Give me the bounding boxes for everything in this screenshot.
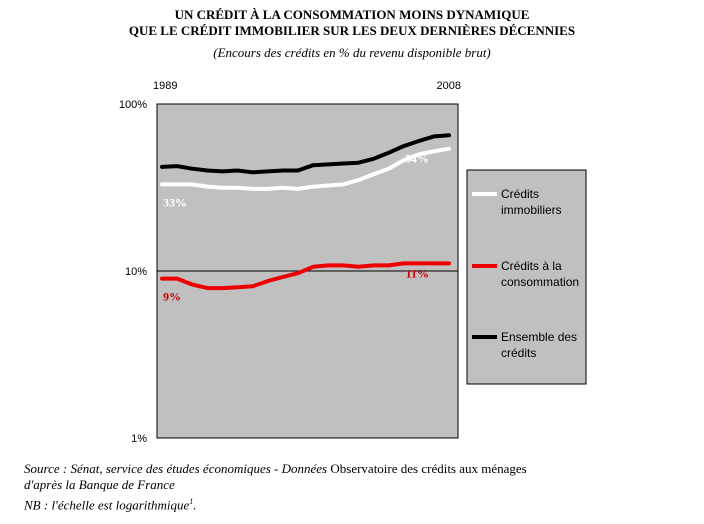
legend-label: consommation <box>501 275 580 289</box>
chart-subtitle: (Encours des crédits en % du revenu disponible brut) <box>213 45 491 60</box>
source-prefix: Source : Sénat, service des études économiques - Données <box>24 461 328 476</box>
x-tick-label: 2008 <box>436 80 461 92</box>
legend-label: Crédits à la <box>501 259 562 273</box>
footnote-marker: 1 <box>189 497 194 506</box>
log-scale-note: NB : l'échelle est logarithmique$^1$. <box>24 497 197 513</box>
source-note <box>24 461 527 477</box>
y-tick-label: 1% <box>131 433 147 445</box>
y-tick-label: 100% <box>118 99 147 111</box>
nb-text: NB : l'échelle est logarithmique <box>24 497 190 513</box>
data-label: 54% <box>405 151 429 166</box>
chart-title-line1: UN CRÉDIT À LA CONSOMMATION MOINS DYNAMIQUE <box>174 7 530 22</box>
legend-label: crédits <box>501 346 537 360</box>
legend-label: Ensemble des <box>501 330 578 344</box>
data-label: 9% <box>163 289 181 304</box>
chart-title-line2: QUE LE CRÉDIT IMMOBILIER SUR LES DEUX DERNIÈRES DÉCENNIES <box>128 23 576 38</box>
legend-label: immobiliers <box>501 203 562 217</box>
y-axis-labels <box>119 99 147 445</box>
x-tick-label: 1989 <box>153 80 178 92</box>
y-tick-label: 10% <box>124 266 147 278</box>
x-tick-labels <box>153 80 461 92</box>
legend-label: Crédits <box>501 187 540 201</box>
source-main: Observatoire des crédits aux ménages <box>330 461 527 476</box>
source-note-line2: d'après la Banque de France <box>24 477 175 492</box>
data-label: 11% <box>405 266 429 281</box>
data-label: 33% <box>163 195 187 210</box>
